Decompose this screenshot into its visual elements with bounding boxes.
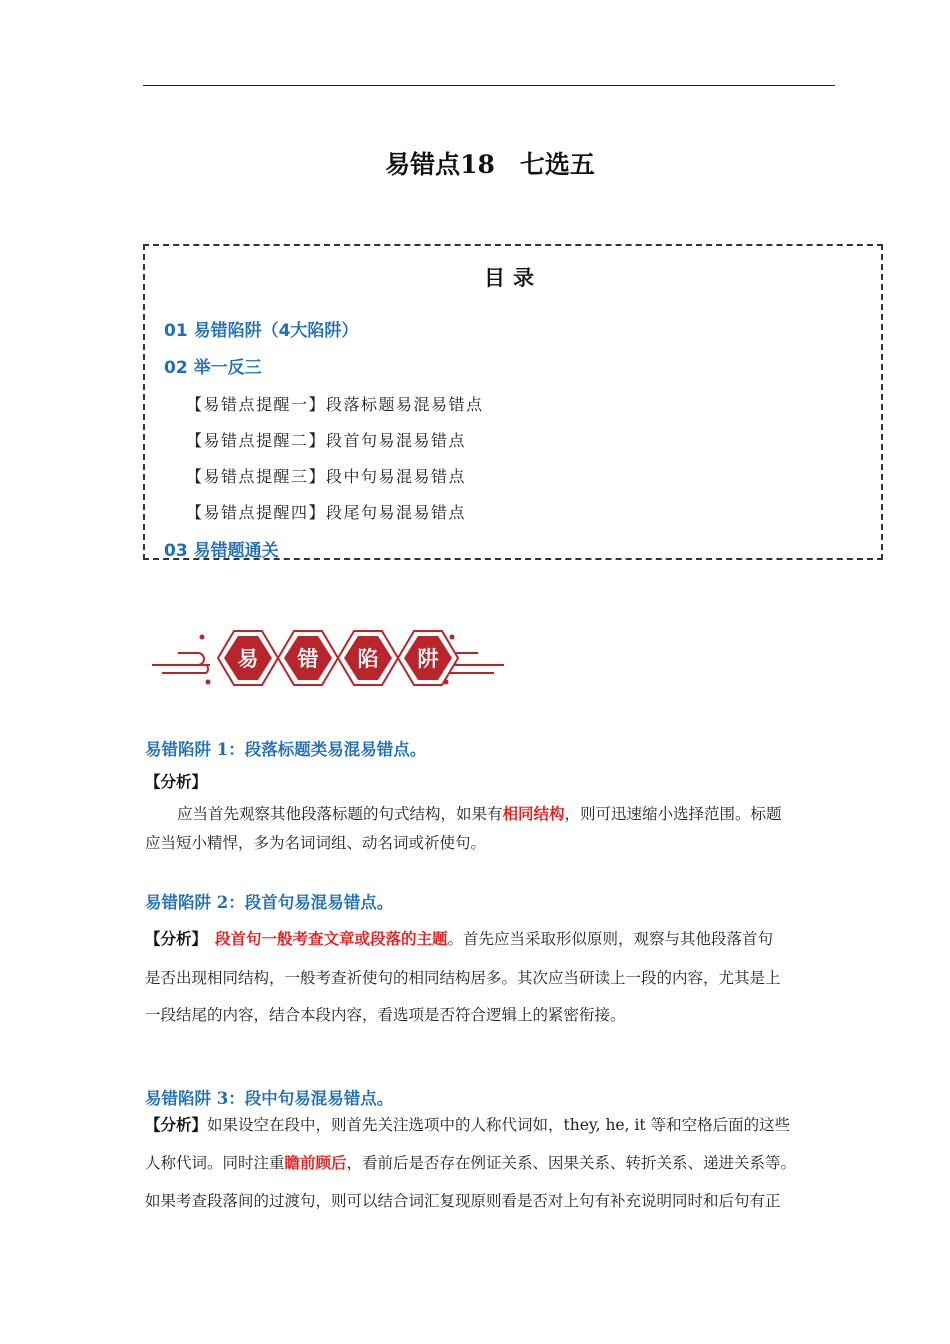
- analysis-label: 【分析】: [145, 929, 208, 948]
- trap3-text: 如果设空在段中，则首先关注选项中的人称代词如，they, he, it 等和空格后面的这些: [207, 1116, 791, 1134]
- analysis-label: 【分析】: [145, 1115, 208, 1134]
- trap1-paragraph: [145, 802, 837, 824]
- trap1-text: ，则可迅速缩小选择范围。标题: [564, 805, 782, 823]
- trap3-paragraph-line3: 如果考查段落间的过渡句，则可以结合词汇复现原则看是否对上句有补充说明同时和后句有正: [145, 1192, 781, 1210]
- toc-subitem-4[interactable]: 【易错点提醒四】段尾句易混易错点: [186, 503, 467, 522]
- trap1-label-line: [145, 770, 837, 792]
- trap1-paragraph-line2: 应当短小精悍，多为名词词组、动名词或祈使句。: [145, 834, 487, 852]
- banner-char: 易: [237, 647, 259, 671]
- trap2-paragraph-line2: 是否出现相同结构，一般考查祈使句的相同结构居多。其次应当研读上一段的内容，尤其是上: [145, 969, 781, 987]
- trap2-highlight: 段首句一般考查文章或段落的主题: [215, 929, 448, 948]
- toc-subitem-2[interactable]: 【易错点提醒二】段首句易混易错点: [186, 431, 467, 450]
- trap3-highlight: 瞻前顾后: [284, 1153, 347, 1172]
- trap3-paragraph-line2: [145, 1151, 837, 1173]
- trap3-text: ，看前后是否存在例证关系、因果关系、转折关系、递进关系等。: [346, 1154, 797, 1172]
- trap1-text: 应当首先观察其他段落标题的句式结构，如果有: [177, 805, 503, 823]
- left-ornament: [152, 653, 210, 673]
- trap2-paragraph: [145, 927, 837, 949]
- page-title: 易错点18 七选五: [385, 150, 595, 179]
- trap2-text: 。首先应当采取形似原则，观察与其他段落首句: [447, 930, 774, 948]
- ornament-dot: [206, 680, 211, 685]
- trap3-text: 人称代词。同时注重: [145, 1154, 285, 1172]
- toc-title: 目录: [484, 266, 542, 290]
- banner-char: 陷: [357, 647, 379, 671]
- ornament-dot: [450, 635, 455, 640]
- toc-subitem-3[interactable]: 【易错点提醒三】段中句易混易错点: [186, 467, 467, 486]
- trap1-highlight: 相同结构: [502, 804, 565, 823]
- ornament-dot: [200, 635, 205, 640]
- banner-char: 阱: [417, 647, 439, 671]
- trap1-heading: 易错陷阱 1：段落标题类易混易错点。: [145, 740, 427, 759]
- trap2-heading: 易错陷阱 2：段首句易混易错点。: [145, 893, 394, 912]
- trap3-paragraph: [145, 1113, 837, 1135]
- table-of-contents: [143, 244, 883, 560]
- toc-subitem-1[interactable]: 【易错点提醒一】段落标题易混易错点: [186, 395, 484, 414]
- analysis-label: 【分析】: [145, 772, 208, 791]
- banner-char: 错: [297, 647, 319, 671]
- header-rule: [143, 85, 835, 86]
- toc-item-examples[interactable]: 02 举一反三: [164, 358, 262, 378]
- toc-item-traps[interactable]: 01 易错陷阱（4大陷阱）: [164, 321, 359, 341]
- toc-item-practice[interactable]: 03 易错题通关: [164, 541, 279, 561]
- trap2-paragraph-line3: 一段结尾的内容，结合本段内容，看选项是否符合逻辑上的紧密衔接。: [145, 1006, 626, 1024]
- trap3-heading: 易错陷阱 3：段中句易混易错点。: [145, 1089, 394, 1108]
- section-banner: [148, 625, 508, 689]
